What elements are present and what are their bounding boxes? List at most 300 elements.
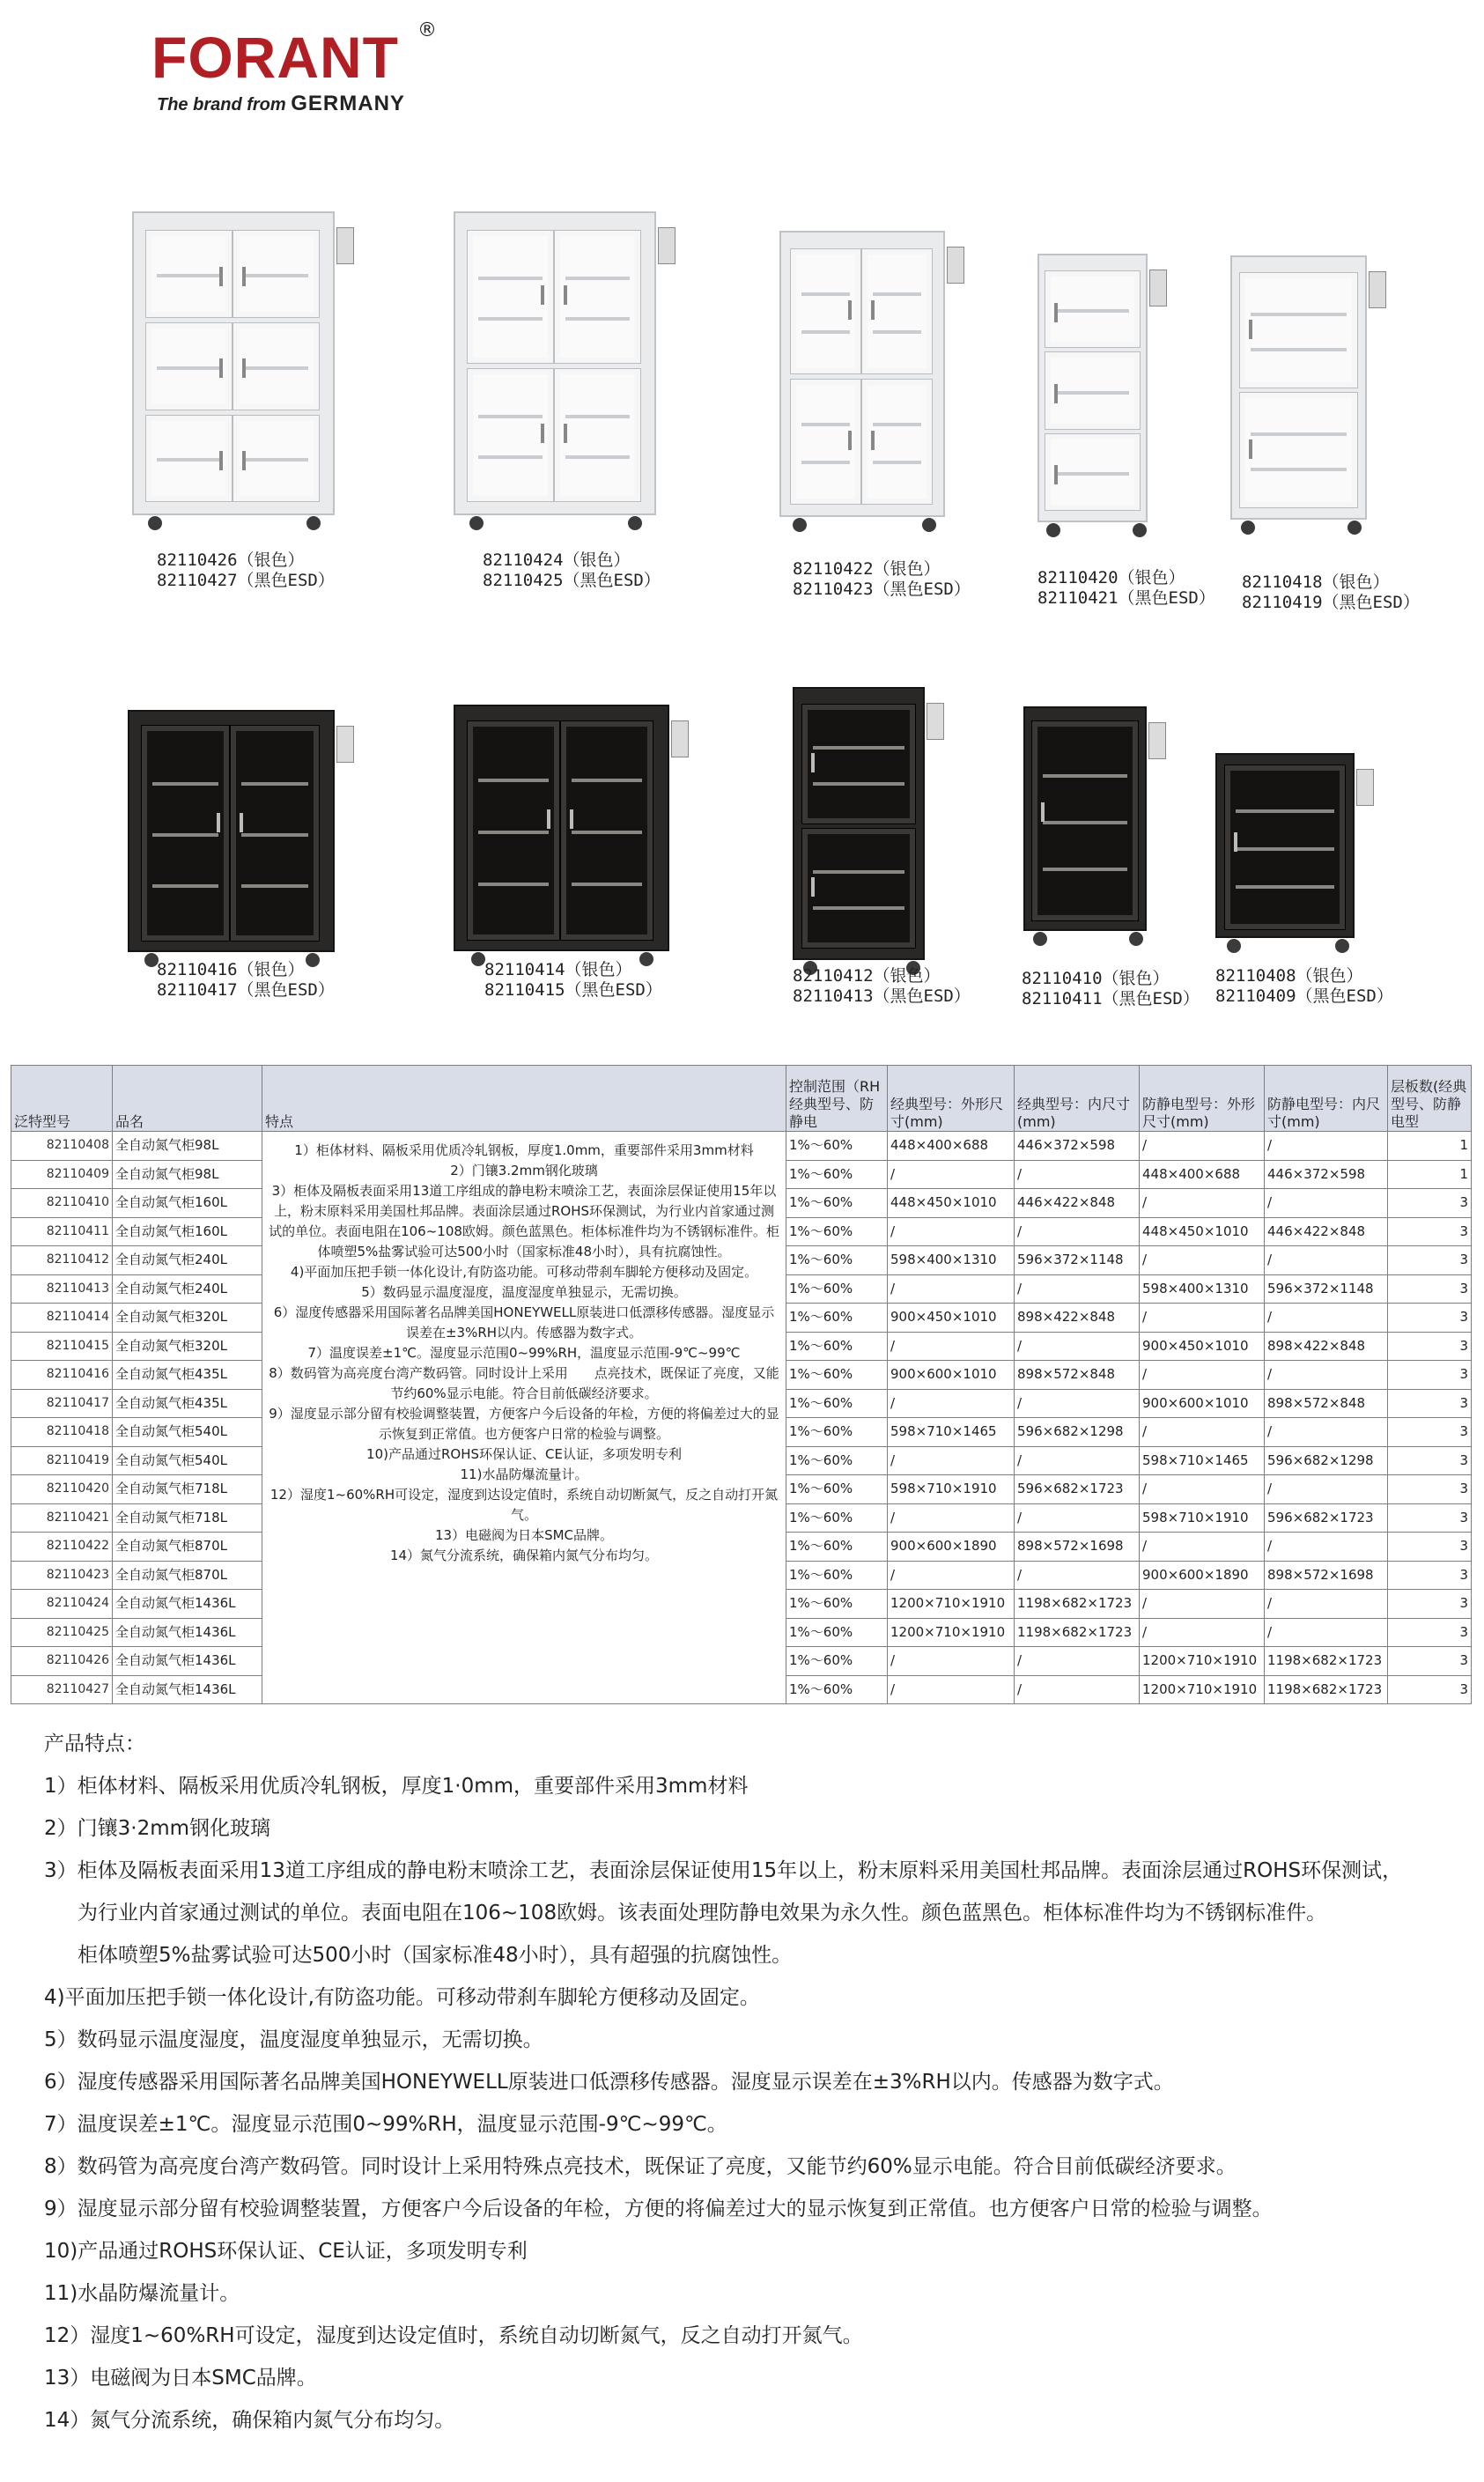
cell-std-in: 596×372×1148 (1015, 1246, 1140, 1275)
cabinet-compartment (142, 726, 321, 941)
door-handle (219, 267, 223, 286)
cell-std-in: / (1015, 1332, 1140, 1361)
cell-code: 82110415 (11, 1332, 113, 1361)
tagline-country: GERMANY (291, 92, 405, 115)
door-handle (564, 424, 567, 443)
cabinet-9 (1023, 706, 1147, 947)
cell-layers: 3 (1388, 1246, 1472, 1275)
cabinet-body (1023, 706, 1147, 931)
cell-std-in: / (1015, 1647, 1140, 1676)
cabinet-body (1037, 254, 1148, 522)
cell-esd-out: 598×710×1910 (1140, 1503, 1265, 1533)
cell-range: 1%～60% (786, 1647, 888, 1676)
cabinet-shelf (1236, 885, 1334, 889)
cell-name: 全自动氮气柜870L (113, 1533, 262, 1562)
cell-layers: 3 (1388, 1304, 1472, 1333)
cabinet-3 (779, 231, 945, 533)
caption-esd-code: 82110425（黑色ESD） (483, 571, 661, 590)
cell-code: 82110422 (11, 1533, 113, 1562)
cell-std-out: 900×450×1010 (888, 1304, 1015, 1333)
caster-wheel (1335, 939, 1349, 953)
cell-esd-in: 596×682×1723 (1265, 1503, 1388, 1533)
cabinet-caption (484, 960, 662, 1001)
caster-wheel (1241, 521, 1255, 535)
cabinet-door (862, 380, 932, 504)
features-cell (262, 1132, 786, 1704)
door-handle (1249, 440, 1252, 459)
cabinet-body (454, 705, 669, 951)
cabinet-door (468, 231, 553, 363)
spec-table (11, 1065, 1472, 1704)
cabinet-compartment (791, 249, 934, 373)
features-cell-line: 12）湿度1~60%RH可设定，湿度到达设定值时，系统自动切断氮气，反之自动打开氮气。 (269, 1487, 779, 1523)
cabinet-door (1240, 273, 1357, 388)
cabinet-shelf (152, 884, 219, 888)
cabinet-shelf (572, 831, 642, 834)
cell-name: 全自动氮气柜435L (113, 1389, 262, 1418)
cabinet-shelf (157, 366, 221, 370)
cell-std-out: / (888, 1446, 1015, 1475)
cell-range: 1%～60% (786, 1418, 888, 1447)
cell-esd-out: 1200×710×1910 (1140, 1647, 1265, 1676)
spec-table-header (11, 1066, 1472, 1132)
door-handle (240, 813, 243, 832)
cabinet-shelf (873, 330, 921, 334)
features-cell-line: 8）数码管为高亮度台湾产数码管。同时设计上采用 点亮技术，既保证了亮度，又能节约60%显示电能。符合目前低碳经济要求。 (269, 1365, 779, 1401)
caption-silver-code: 82110408（银色） (1215, 966, 1363, 986)
cell-std-in: 596×682×1723 (1015, 1475, 1140, 1504)
cabinet-shelf (813, 906, 904, 910)
cabinet-compartment (468, 231, 643, 363)
cabinet-shelf (478, 277, 543, 280)
cabinet-body (1230, 255, 1367, 520)
cell-layers: 3 (1388, 1189, 1472, 1218)
caption-silver-code: 82110420（银色） (1037, 568, 1185, 587)
cell-range: 1%～60% (786, 1304, 888, 1333)
caster-wheel (148, 516, 162, 530)
cell-code: 82110414 (11, 1304, 113, 1333)
cell-esd-in: / (1265, 1304, 1388, 1333)
cabinet-shelf (813, 870, 904, 874)
cell-esd-in: / (1265, 1590, 1388, 1619)
cabinet-shelf (1056, 309, 1128, 313)
cell-esd-out: / (1140, 1304, 1265, 1333)
cell-std-in: 898×572×848 (1015, 1361, 1140, 1390)
door-handle (217, 813, 220, 832)
caption-silver-code: 82110414（银色） (484, 960, 632, 979)
caption-silver-code: 82110424（银色） (483, 550, 631, 570)
cabinet-shelf (873, 461, 921, 464)
cabinet-shelf (152, 833, 219, 837)
caption-silver-code: 82110426（银色） (157, 550, 305, 570)
cell-layers: 3 (1388, 1446, 1472, 1475)
cell-std-out: / (888, 1503, 1015, 1533)
feature-item: 9）湿度显示部分留有校验调整装置，方便客户今后设备的年检，方便的将偏差过大的显示恢复到正常值。也方便客户日常的检验与调整。 (44, 2198, 1273, 2220)
cabinet-shelf (478, 455, 543, 459)
cell-name: 全自动氮气柜1436L (113, 1675, 262, 1704)
cabinet-door (555, 369, 640, 501)
cabinet-shelf (801, 330, 850, 334)
spec-table-body (11, 1132, 1472, 1704)
cell-layers: 1 (1388, 1160, 1472, 1189)
header-std-inner: 经典型号：内尺寸(mm) (1015, 1066, 1140, 1132)
cabinet-shelf (1251, 348, 1347, 351)
cabinet-shelf (572, 883, 642, 886)
cabinet-door (146, 323, 232, 410)
cabinet-compartment (146, 323, 321, 410)
cell-esd-in: / (1265, 1189, 1388, 1218)
door-handle (541, 285, 544, 305)
hygrometer-display (336, 726, 354, 763)
cell-esd-in: / (1265, 1246, 1388, 1275)
cell-std-out: / (888, 1647, 1015, 1676)
cell-esd-in: 898×572×848 (1265, 1389, 1388, 1418)
cell-name: 全自动氮气柜1436L (113, 1590, 262, 1619)
cabinet-shelf (801, 423, 850, 426)
tagline-prefix: The brand from (157, 95, 292, 114)
cell-esd-in: 1198×682×1723 (1265, 1675, 1388, 1704)
cabinet-door (142, 726, 230, 941)
cell-std-out: / (888, 1217, 1015, 1246)
cell-code: 82110409 (11, 1160, 113, 1189)
caster-wheel (469, 516, 484, 530)
cell-std-out: / (888, 1274, 1015, 1304)
cabinet-shelf (478, 779, 549, 782)
cabinet-door (862, 249, 932, 373)
cell-range: 1%～60% (786, 1675, 888, 1704)
cabinet-compartment (1045, 271, 1139, 347)
door-handle (219, 451, 223, 470)
cabinet-compartment (146, 231, 321, 317)
cell-code: 82110412 (11, 1246, 113, 1275)
cabinet-5 (1230, 255, 1367, 536)
cabinet-door (233, 323, 319, 410)
cell-std-out: 900×600×1010 (888, 1361, 1015, 1390)
cell-name: 全自动氮气柜540L (113, 1446, 262, 1475)
header-features: 特点 (262, 1066, 786, 1132)
feature-item: 1）柜体材料、隔板采用优质冷轧钢板，厚度1·0mm，重要部件采用3mm材料 (44, 1775, 749, 1798)
cabinet-shelf (157, 458, 221, 462)
cell-code: 82110419 (11, 1446, 113, 1475)
cabinet-body (128, 710, 335, 952)
cell-std-in: / (1015, 1389, 1140, 1418)
cell-esd-out: / (1140, 1590, 1265, 1619)
cabinet-caption (157, 960, 335, 1001)
cabinet-door (791, 380, 860, 504)
cell-name: 全自动氮气柜160L (113, 1189, 262, 1218)
cabinet-door (561, 721, 653, 940)
cell-esd-in: / (1265, 1533, 1388, 1562)
feature-item: 12）湿度1~60%RH可设定，湿度到达设定值时，系统自动切断氮气，反之自动打开氮气。 (44, 2324, 863, 2347)
cabinet-shelf (1236, 847, 1334, 851)
features-cell-line: 11)水晶防爆流量计。 (460, 1466, 588, 1482)
cabinet-door (468, 721, 559, 940)
door-handle (541, 424, 544, 443)
door-handle (1041, 802, 1045, 822)
caption-silver-code: 82110416（银色） (157, 960, 305, 979)
caster-wheel (1347, 521, 1362, 535)
cell-range: 1%～60% (786, 1189, 888, 1218)
feature-item: 11)水晶防爆流量计。 (44, 2282, 240, 2305)
cabinet-shelf (241, 782, 308, 786)
cell-range: 1%～60% (786, 1533, 888, 1562)
cell-layers: 3 (1388, 1503, 1472, 1533)
cabinet-shelf (1236, 809, 1334, 813)
cell-esd-out: 900×450×1010 (1140, 1332, 1265, 1361)
features-cell-line: 7）温度误差±1℃。湿度显示范围0~99%RH，温度显示范围-9℃~99℃ (307, 1345, 741, 1361)
cabinet-door (231, 726, 319, 941)
cabinet-door (233, 416, 319, 502)
caption-esd-code: 82110415（黑色ESD） (484, 980, 662, 1000)
caster-wheel (628, 516, 642, 530)
cell-esd-in: 898×422×848 (1265, 1332, 1388, 1361)
cell-esd-out: / (1140, 1361, 1265, 1390)
caption-esd-code: 82110427（黑色ESD） (157, 571, 335, 590)
cabinet-compartment (1045, 434, 1139, 510)
features-cell-line: 4)平面加压把手锁一体化设计,有防盗功能。可移动带刹车脚轮方便移动及固定。 (290, 1264, 758, 1280)
door-handle (811, 877, 815, 897)
cabinet-body (779, 231, 945, 517)
cell-std-out: 1200×710×1910 (888, 1618, 1015, 1647)
cabinet-8 (793, 687, 925, 976)
cell-layers: 3 (1388, 1332, 1472, 1361)
cabinet-shelf (478, 415, 543, 418)
cell-code: 82110423 (11, 1561, 113, 1590)
cell-std-in: 596×682×1298 (1015, 1418, 1140, 1447)
hygrometer-display (927, 703, 944, 740)
cell-name: 全自动氮气柜718L (113, 1475, 262, 1504)
door-handle (1234, 832, 1237, 852)
cell-name: 全自动氮气柜98L (113, 1160, 262, 1189)
features-cell-line: 6）湿度传感器采用国际著名品牌美国HONEYWELL原装进口低漂移传感器。湿度显示误差在±3%RH以内。传感器为数字式。 (273, 1304, 775, 1341)
brand-wordmark: FORANT (151, 25, 399, 90)
cell-esd-in: 446×372×598 (1265, 1160, 1388, 1189)
caption-esd-code: 82110419（黑色ESD） (1242, 593, 1420, 612)
features-cell-line: 13）电磁阀为日本SMC品牌。 (434, 1527, 614, 1543)
cabinet-compartment (468, 721, 654, 940)
cell-name: 全自动氮气柜435L (113, 1361, 262, 1390)
cabinet-shelf (873, 423, 921, 426)
door-handle (1054, 384, 1058, 403)
cabinet-compartment (791, 380, 934, 504)
caster-wheel (1227, 939, 1241, 953)
cell-range: 1%～60% (786, 1332, 888, 1361)
cabinet-shelf (1043, 774, 1127, 778)
cell-code: 82110425 (11, 1618, 113, 1647)
cell-esd-in: / (1265, 1361, 1388, 1390)
cabinet-shelf (244, 458, 308, 462)
cell-std-in: 898×422×848 (1015, 1304, 1140, 1333)
cell-esd-out: / (1140, 1533, 1265, 1562)
cabinet-caption (1037, 568, 1215, 609)
cabinet-compartment (146, 416, 321, 502)
caster-wheel (1046, 523, 1060, 537)
cell-range: 1%～60% (786, 1503, 888, 1533)
cell-range: 1%～60% (786, 1561, 888, 1590)
cell-std-in: / (1015, 1217, 1140, 1246)
caption-silver-code: 82110422（银色） (793, 559, 941, 579)
cell-esd-out: / (1140, 1418, 1265, 1447)
cell-std-out: 598×710×1465 (888, 1418, 1015, 1447)
caster-wheel (1033, 932, 1047, 946)
feature-title: 产品特点： (44, 1732, 145, 1755)
features-cell-line: 9）湿度显示部分留有校验调整装置，方便客户今后设备的年检，方便的将偏差过大的显示恢复到正常值。也方便客户日常的检验与调整。 (269, 1406, 779, 1442)
cabinet-door (146, 231, 232, 317)
header-esd-outer: 防静电型号：外形尺寸(mm) (1140, 1066, 1265, 1132)
hygrometer-display (947, 247, 964, 284)
cabinet-shelf (1056, 472, 1128, 476)
cell-code: 82110413 (11, 1274, 113, 1304)
cabinet-caption (1242, 572, 1420, 613)
feature-item: 14）氮气分流系统，确保箱内氮气分布均匀。 (44, 2409, 455, 2432)
caster-wheel (1129, 932, 1143, 946)
feature-item: 7）温度误差±1℃。湿度显示范围0~99%RH，温度显示范围-9℃~99℃。 (44, 2113, 727, 2136)
cell-name: 全自动氮气柜98L (113, 1132, 262, 1161)
cabinet-caption (1022, 969, 1200, 1009)
cell-name: 全自动氮气柜160L (113, 1217, 262, 1246)
cell-esd-out: 900×600×1010 (1140, 1389, 1265, 1418)
cell-range: 1%～60% (786, 1274, 888, 1304)
door-handle (848, 431, 852, 450)
hygrometer-display (1369, 271, 1386, 308)
cell-range: 1%～60% (786, 1618, 888, 1647)
cell-range: 1%～60% (786, 1160, 888, 1189)
cell-layers: 3 (1388, 1389, 1472, 1418)
cabinet-compartment (802, 829, 915, 948)
caster-wheel (471, 952, 485, 966)
cell-name: 全自动氮气柜320L (113, 1332, 262, 1361)
cell-range: 1%～60% (786, 1246, 888, 1275)
brand-tagline (157, 92, 405, 116)
cell-std-in: / (1015, 1274, 1140, 1304)
cabinet-door (146, 416, 232, 502)
cell-std-out: 598×400×1310 (888, 1246, 1015, 1275)
cabinet-body (132, 211, 335, 515)
cell-code: 82110427 (11, 1675, 113, 1704)
cell-std-out: / (888, 1561, 1015, 1590)
cell-esd-in: 898×572×1698 (1265, 1561, 1388, 1590)
caster-wheel (1133, 523, 1147, 537)
cabinet-shelf (1043, 821, 1127, 824)
cell-code: 82110417 (11, 1389, 113, 1418)
cabinet-7 (454, 705, 669, 967)
cabinet-shelf (241, 833, 308, 837)
cabinet-door (1032, 721, 1138, 920)
door-handle (242, 451, 246, 470)
cell-range: 1%～60% (786, 1475, 888, 1504)
feature-list (44, 1723, 1453, 2441)
features-cell-line: 10)产品通过ROHS环保认证、CE认证，多项发明专利 (366, 1446, 682, 1462)
cell-std-in: / (1015, 1561, 1140, 1590)
cabinet-compartment (468, 369, 643, 501)
cell-code: 82110421 (11, 1503, 113, 1533)
cabinet-shelf (565, 277, 630, 280)
caption-silver-code: 82110412（银色） (793, 966, 941, 986)
caption-esd-code: 82110411（黑色ESD） (1022, 989, 1200, 1008)
cabinet-shelf (244, 274, 308, 277)
hygrometer-display (336, 227, 354, 264)
cell-std-out: 1200×710×1910 (888, 1590, 1015, 1619)
cabinet-shelf (157, 274, 221, 277)
hygrometer-display (1356, 769, 1374, 806)
cell-layers: 3 (1388, 1217, 1472, 1246)
feature-item: 3）柜体及隔板表面采用13道工序组成的静电粉末喷涂工艺，表面涂层保证使用15年以上，粉末原料采用美国杜邦品牌。表面涂层通过ROHS环保测试， (44, 1859, 1403, 1882)
feature-item: 6）湿度传感器采用国际著名品牌美国HONEYWELL原装进口低漂移传感器。湿度显示误差在±3%RH以内。传感器为数字式。 (44, 2071, 1174, 2094)
cell-layers: 3 (1388, 1618, 1472, 1647)
cell-std-in: 446×422×848 (1015, 1189, 1140, 1218)
cell-layers: 3 (1388, 1647, 1472, 1676)
cabinet-door (555, 231, 640, 363)
features-cell-line: 5）数码显示温度湿度，温度湿度单独显示，无需切换。 (361, 1284, 687, 1300)
cell-name: 全自动氮气柜718L (113, 1503, 262, 1533)
caster-wheel (793, 518, 807, 532)
hygrometer-display (658, 227, 676, 264)
cell-esd-in: 446×422×848 (1265, 1217, 1388, 1246)
cell-esd-out: / (1140, 1475, 1265, 1504)
door-handle (811, 753, 815, 772)
cabinet-door (1045, 434, 1139, 510)
cabinet-shelf (873, 292, 921, 296)
door-handle (1249, 320, 1252, 339)
cabinet-door (233, 231, 319, 317)
cabinet-door (791, 249, 860, 373)
cabinet-body (793, 687, 925, 960)
cell-code: 82110411 (11, 1217, 113, 1246)
cell-std-out: 598×710×1910 (888, 1475, 1015, 1504)
cabinet-2 (454, 211, 656, 531)
cabinet-shelf (801, 292, 850, 296)
features-cell-line: 14）氮气分流系统，确保箱内氮气分布均匀。 (389, 1548, 659, 1563)
cell-esd-out: 448×400×688 (1140, 1160, 1265, 1189)
cell-name: 全自动氮气柜540L (113, 1418, 262, 1447)
cell-name: 全自动氮气柜320L (113, 1304, 262, 1333)
cabinet-compartment (1032, 721, 1138, 920)
cell-layers: 3 (1388, 1475, 1472, 1504)
cabinet-shelf (1043, 868, 1127, 871)
door-handle (570, 809, 573, 829)
cell-esd-out: 598×710×1465 (1140, 1446, 1265, 1475)
cabinet-shelf (565, 415, 630, 418)
header-layers: 层板数(经典型号、防静电型 (1388, 1066, 1472, 1132)
cabinet-caption (793, 966, 971, 1007)
cabinet-shelf (1251, 468, 1347, 471)
cell-std-in: / (1015, 1446, 1140, 1475)
cell-range: 1%～60% (786, 1446, 888, 1475)
cell-code: 82110424 (11, 1590, 113, 1619)
cabinet-shelf (813, 782, 904, 786)
cell-code: 82110416 (11, 1361, 113, 1390)
hygrometer-display (1148, 722, 1166, 759)
door-handle (848, 300, 852, 320)
cell-esd-out: / (1140, 1618, 1265, 1647)
cell-name: 全自动氮气柜240L (113, 1246, 262, 1275)
cell-esd-out: 448×450×1010 (1140, 1217, 1265, 1246)
caption-esd-code: 82110421（黑色ESD） (1037, 588, 1215, 608)
brand-logo (151, 19, 451, 115)
cell-std-out: 448×400×688 (888, 1132, 1015, 1161)
cell-std-out: / (888, 1332, 1015, 1361)
table-row (11, 1132, 1472, 1161)
header-esd-inner: 防静电型号：内尺寸(mm) (1265, 1066, 1388, 1132)
door-handle (871, 431, 875, 450)
cell-esd-in: 596×372×1148 (1265, 1274, 1388, 1304)
cell-std-in: 1198×682×1723 (1015, 1618, 1140, 1647)
cabinet-shelf (572, 779, 642, 782)
cabinet-shelf (244, 366, 308, 370)
cabinet-compartment (802, 705, 915, 824)
cabinet-1 (132, 211, 335, 531)
feature-item-continued: 为行业内首家通过测试的单位。表面电阻在106~108欧姆。该表面处理防静电效果为永久性。颜色蓝黑色。柜体标准件均为不锈钢标准件。 (78, 1902, 1327, 1924)
